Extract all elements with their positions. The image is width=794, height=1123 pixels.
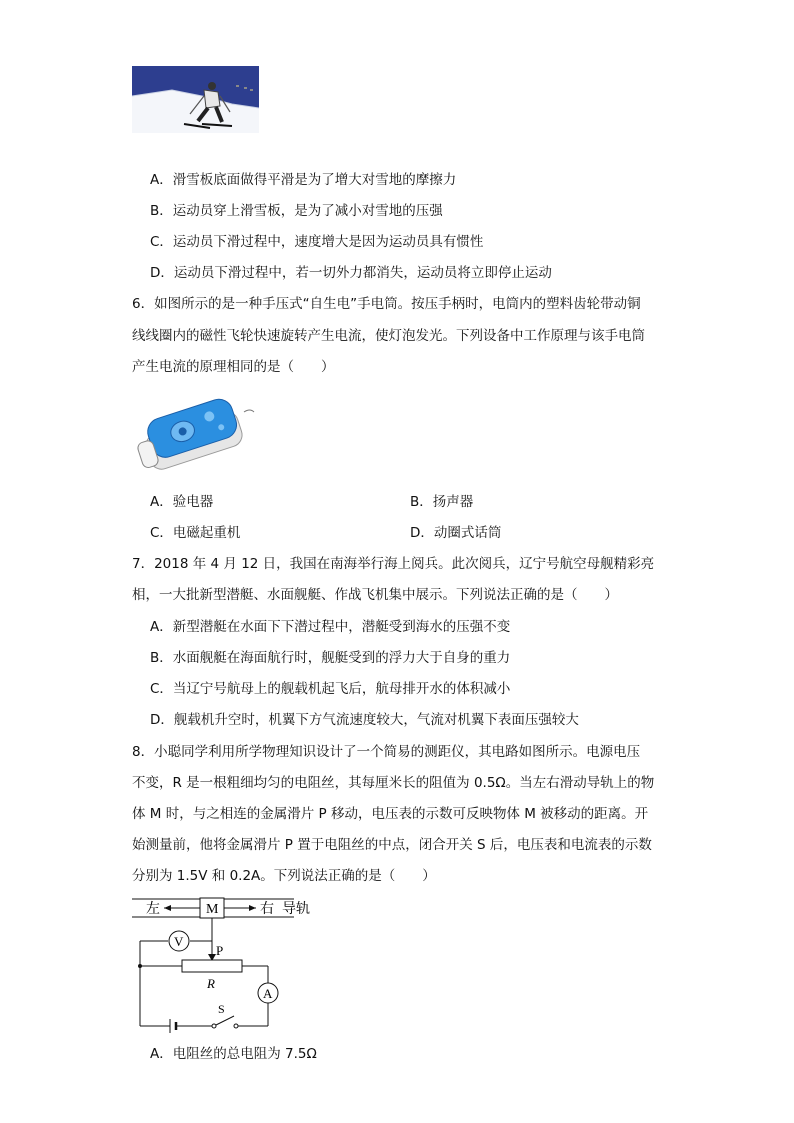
switch-icon xyxy=(216,1016,234,1025)
q8-stem-line4: 始测量前，他将金属滑片 P 置于电阻丝的中点，闭合开关 S 后，电压表和电流表的示数 xyxy=(132,837,652,853)
circuit-diagram xyxy=(132,893,322,1033)
q8-option-a: A．电阻丝的总电阻为 7.5Ω xyxy=(150,1046,317,1062)
skier-image xyxy=(132,66,259,133)
switch-s-label: S xyxy=(218,1002,225,1016)
q6-stem-line1: 6．如图所示的是一种手压式“自生电”手电筒。按压手柄时，电筒内的塑料齿轮带动铜 xyxy=(132,296,641,312)
q5-option-d: D．运动员下滑过程中，若一切外力都消失，运动员将立即停止运动 xyxy=(150,265,552,281)
q5-option-a: A．滑雪板底面做得平滑是为了增大对雪地的摩擦力 xyxy=(150,172,457,188)
q7-option-a: A．新型潜艇在水面下下潜过程中，潜艇受到海水的压强不变 xyxy=(150,619,511,635)
rail-label: 导轨 xyxy=(282,902,310,917)
q6-option-a: A．验电器 xyxy=(150,494,214,510)
q7-option-d: D．舰载机升空时，机翼下方气流速度较大，气流对机翼下表面压强较大 xyxy=(150,712,579,728)
q8-stem-line3: 体 M 时，与之相连的金属滑片 P 移动，电压表的示数可反映物体 M 被移动的距离。开 xyxy=(132,806,649,822)
q8-stem-line2: 不变，R 是一根粗细均匀的电阻丝，其每厘米长的阻值为 0.5Ω。当左右滑动导轨上的物 xyxy=(132,775,655,791)
q8-stem-line5: 分别为 1.5V 和 0.2A。下列说法正确的是（ ） xyxy=(132,868,436,884)
q7-option-c: C．当辽宁号航母上的舰载机起飞后，航母排开水的体积减小 xyxy=(150,681,511,697)
q5-option-b: B．运动员穿上滑雪板，是为了减小对雪地的压强 xyxy=(150,203,443,219)
q6-stem-line2: 线线圈内的磁性飞轮快速旋转产生电流，使灯泡发光。下列设备中工作原理与该手电筒 xyxy=(132,328,645,344)
q7-option-b: B．水面舰艇在海面航行时，舰艇受到的浮力大于自身的重力 xyxy=(150,650,511,666)
q7-stem-line2: 相，一大批新型潜艇、水面舰艇、作战飞机集中展示。下列说法正确的是（ ） xyxy=(132,587,618,603)
ammeter-label: A xyxy=(263,986,273,1001)
q6-option-b: B．扬声器 xyxy=(410,494,474,510)
slider-p-label: P xyxy=(216,943,224,958)
resistor-r xyxy=(182,960,242,972)
q5-option-c: C．运动员下滑过程中，速度增大是因为运动员具有惯性 xyxy=(150,234,484,250)
q6-option-d: D．动圈式话筒 xyxy=(410,525,502,541)
rail-right-label: 右 xyxy=(260,902,274,917)
q6-stem-line3: 产生电流的原理相同的是（ ） xyxy=(132,359,335,375)
voltmeter-label: V xyxy=(174,934,184,949)
object-m-label: M xyxy=(206,902,219,917)
rail-left-label: 左 xyxy=(146,902,160,917)
q6-option-c: C．电磁起重机 xyxy=(150,525,241,541)
flashlight-image xyxy=(132,392,257,474)
resistor-r-label: R xyxy=(207,976,215,991)
q8-stem-line1: 8．小聪同学利用所学物理知识设计了一个简易的测距仪，其电路如图所示。电源电压 xyxy=(132,744,641,760)
q7-stem-line1: 7．2018 年 4 月 12 日，我国在南海举行海上阅兵。此次阅兵，辽宁号航空母舰精彩亮 xyxy=(132,556,655,572)
